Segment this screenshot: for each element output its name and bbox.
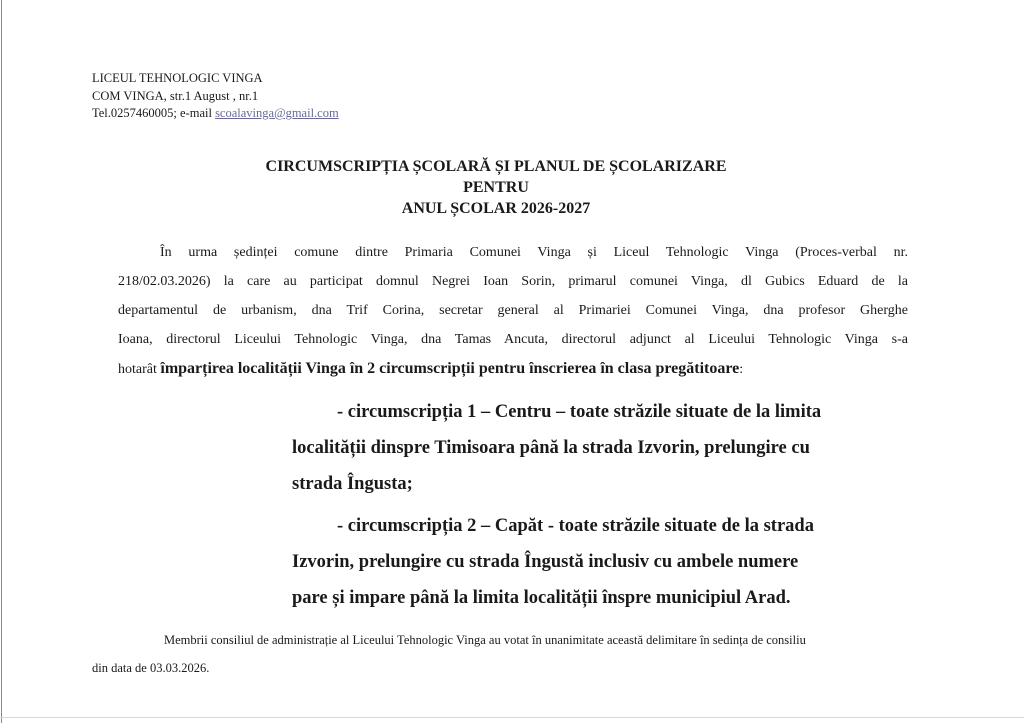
paragraph-text: : <box>739 362 744 377</box>
title-line-1: CIRCUMSCRIPȚIA ȘCOLARĂ ȘI PLANUL DE ȘCOLARIZARE <box>265 158 727 175</box>
email-link[interactable]: scoalavinga@gmail.com <box>215 106 339 120</box>
circumscription-line: - circumscripția 1 – Centru – toate străzile situate de la limita <box>337 402 822 422</box>
paragraph-text: hotarât <box>118 362 161 377</box>
page-edge-line <box>1 0 2 723</box>
paragraph-line: Ioana, directorul Liceului Tehnologic Vinga, dna Tamas Ancuta, directorul adjunct al Liceului Tehnologic Vinga s-a <box>118 332 908 347</box>
footer-line: din data de 03.03.2026. <box>92 661 210 675</box>
circumscription-line: Izvorin, prelungire cu strada Îngustă inclusiv cu ambele numere <box>292 552 799 572</box>
circumscription-line: pare și impare până la limita localității înspre municipiul Arad. <box>292 588 791 608</box>
paragraph-line: În urma ședinței comune dintre Primaria Comunei Vinga și Liceul Tehnologic Vinga (Proces-verbal nr. <box>160 245 908 260</box>
decision-emphasis: împarțirea localității Vinga în 2 circumscripții pentru înscrierea în clasa pregătitoare <box>160 360 740 377</box>
circumscription-line: - circumscripția 2 – Capăt - toate străzile situate de la strada <box>337 516 814 536</box>
paragraph-line: 218/02.03.2026) la care au participat domnul Negrei Ioan Sorin, primarul comunei Vinga, dl Gubics Eduard de la <box>118 274 908 289</box>
decision-paragraph <box>118 238 908 384</box>
circumscription-2 <box>292 508 912 616</box>
letterhead <box>92 70 339 123</box>
page-bottom-line <box>0 717 1024 718</box>
paragraph-line <box>118 354 908 384</box>
council-vote-note <box>92 626 922 682</box>
circumscription-line: strada Îngusta; <box>292 474 413 494</box>
school-contact <box>92 105 339 123</box>
footer-line: Membrii consiliul de administrație al Liceului Tehnologic Vinga au votat în unanimitate această delimitare în sedința de consiliu <box>164 633 806 647</box>
title-line-3: ANUL ȘCOLAR 2026-2027 <box>401 200 591 217</box>
paragraph-line: departamentul de urbanism, dna Trif Corina, secretar general al Primariei Comunei Vinga, dna profesor Gherghe <box>118 303 908 318</box>
document-title <box>0 156 1024 219</box>
school-address: COM VINGA, str.1 August , nr.1 <box>92 88 259 103</box>
contact-phone: Tel.0257460005; e-mail <box>92 106 216 120</box>
title-line-2: PENTRU <box>463 179 529 196</box>
school-name: LICEUL TEHNOLOGIC VINGA <box>92 71 263 85</box>
circumscription-line: localității dinspre Timisoara până la strada Izvorin, prelungire cu <box>292 438 810 458</box>
circumscription-1 <box>292 394 912 502</box>
